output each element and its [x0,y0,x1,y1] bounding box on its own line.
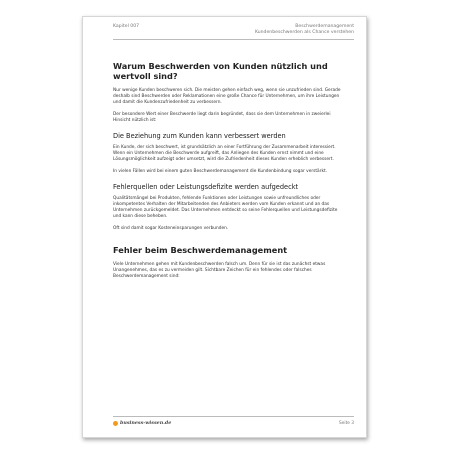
footer-logo [113,420,171,426]
section-heading-main: Warum Beschwerden von Kunden nützlich und wertvoll sind? [113,61,328,81]
paragraph: Ein Kunde, der sich beschwert, ist grundsätzlich an einer Fortführung der Zusammenarbeit interessiert. Wenn ein Unternehmen die Beschwerde aufgreift, das Anliegen des Kunden ernst nimmt und eine Lösungsmöglichkeit aufzeigt oder umsetzt, wird die Zufriedenheit dieses Kunden erheblich verbessert. [113,145,336,162]
logo-dot-icon [113,421,118,426]
header-chapter: Kapitel 007 [113,24,140,29]
paragraph: Nur wenige Kunden beschweren sich. Die meisten gehen einfach weg, wenn sie unzufrieden sind. Gerade deshalb sind Beschwerden oder Reklamationen eine große Chance für Unternehmen, um ihre Leistungen und damit die Kundenzufriedenheit zu verbessern. [113,88,341,105]
paragraph: Viele Unternehmen gehen mit Kundenbeschwerden falsch um. Denn für sie ist das zunächst etwas Unangenehmes, das es zu vermeiden gilt. Sichtbare Zeichen für ein fehlendes oder falsches Beschwerdemanagement sind: [113,262,326,279]
paragraph: Qualitätsmängel bei Produkten, fehlende Funktionen oder Leistungen sowie unfreundliches oder inkompetentes Verhalten der Mitarbeitenden des Anbieters werden vom Kunden erkannt und an das Unternehmen zurückgemeldet. Das Unternehmen entdeckt so seine Fehlerquellen und Leistungsdefizite und kann diese beheben. [113,196,338,219]
page-number: Seite 3 [339,421,354,426]
header-divider [113,39,354,40]
paragraph: Der besondere Wert einer Beschwerde liegt darin begründet, dass sie dem Unternehmen in zweierlei Hinsicht nützlich ist: [113,112,331,123]
paragraph: In vielen Fällen wird bei einem guten Beschwerdemanagement die Kundenbindung sogar verstärkt. [113,169,327,174]
paragraph: Oft sind damit sogar Kosteneinsparungen verbunden. [113,226,229,231]
header-title [255,24,354,36]
document-page [82,16,367,438]
logo-text: business-wissen.de [120,420,172,426]
section-heading-errors: Fehler beim Beschwerdemanagement [113,245,288,255]
footer-divider [113,416,354,417]
header-title-line2: Kundenbeschwerden als Chance verstehen [254,30,354,35]
subheading-error-sources: Fehlerquellen oder Leistungsdefizite werden aufgedeckt [113,183,299,191]
subheading-relationship: Die Beziehung zum Kunden kann verbessert werden [113,132,286,140]
page-content [113,61,346,286]
header-title-line1: Beschwerdemanagement [295,24,354,29]
